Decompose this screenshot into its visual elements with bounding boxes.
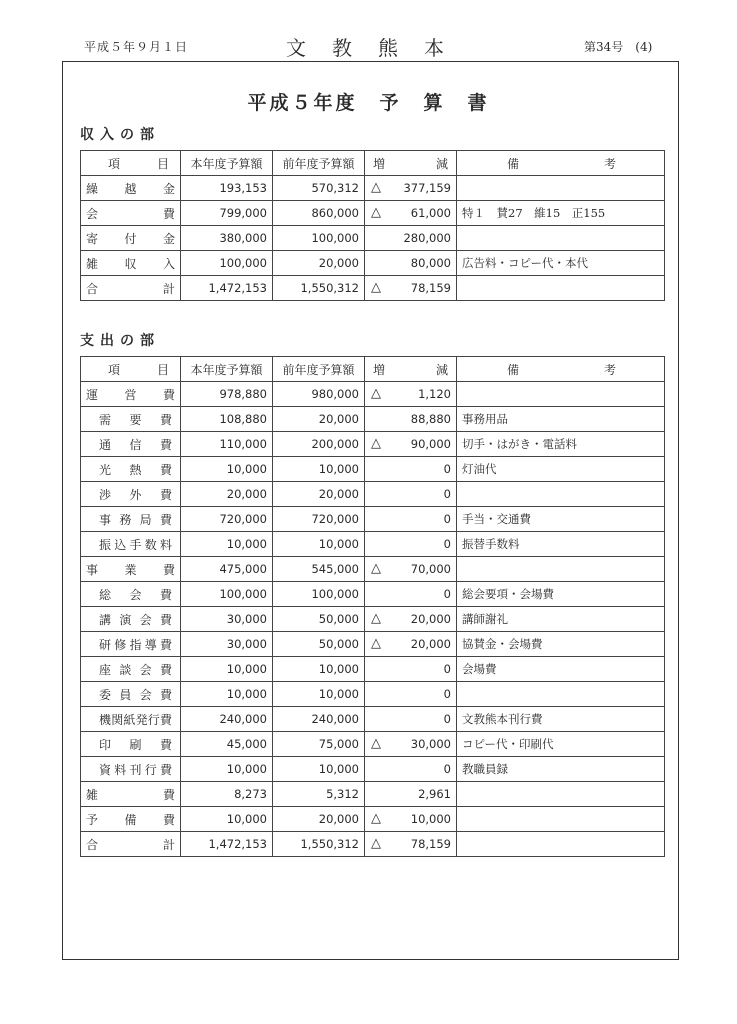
table-row	[81, 832, 665, 857]
difference-value: 1,120	[418, 387, 451, 401]
item-label: 予 備 費	[86, 812, 175, 827]
budget-item	[81, 557, 181, 582]
item-label: 研 修 指 導 費	[99, 637, 172, 652]
table-row	[81, 507, 665, 532]
item-label: 事 務 局 費	[99, 512, 172, 527]
budget-item	[81, 201, 181, 226]
budget-note	[457, 557, 665, 582]
column-header-note	[457, 357, 665, 382]
difference-value: 20,000	[410, 612, 451, 626]
budget-note: 振替手数料	[457, 532, 665, 557]
income-section-label: 収入の部	[80, 127, 160, 143]
item-label: 合 計	[86, 281, 175, 296]
table-row	[81, 176, 665, 201]
previous-budget: 50,000	[273, 607, 365, 632]
difference-value: 0	[443, 487, 451, 501]
budget-note: 協賛金・会場費	[457, 632, 665, 657]
current-budget: 1,472,153	[181, 276, 273, 301]
page-header	[0, 34, 737, 58]
previous-budget: 100,000	[273, 226, 365, 251]
difference-value: 30,000	[410, 737, 451, 751]
budget-note: 事務用品	[457, 407, 665, 432]
budget-note	[457, 226, 665, 251]
table-row	[81, 657, 665, 682]
table-row	[81, 582, 665, 607]
previous-budget: 200,000	[273, 432, 365, 457]
item-label: 項 目	[108, 362, 169, 377]
item-label: 需 要 費	[99, 412, 172, 427]
column-header-previous: 前年度予算額	[273, 151, 365, 176]
current-budget: 100,000	[181, 582, 273, 607]
column-header-current: 本年度予算額	[181, 151, 273, 176]
budget-note	[457, 782, 665, 807]
budget-note: 会場費	[457, 657, 665, 682]
budget-difference	[365, 807, 457, 832]
item-label: 光 熱 費	[99, 462, 172, 477]
difference-value: 88,880	[410, 412, 451, 426]
previous-budget: 10,000	[273, 457, 365, 482]
column-header-current: 本年度予算額	[181, 357, 273, 382]
expense-table	[80, 356, 665, 857]
table-row	[81, 407, 665, 432]
item-label: 機 関 紙 発 行 費	[99, 712, 172, 727]
previous-budget: 100,000	[273, 582, 365, 607]
column-header-increase: 増	[373, 157, 386, 171]
column-header-increase: 増	[373, 363, 386, 377]
previous-budget: 20,000	[273, 407, 365, 432]
decrease-triangle-icon: △	[371, 436, 381, 451]
decrease-triangle-icon: △	[371, 836, 381, 851]
table-row	[81, 782, 665, 807]
budget-note: 広告料・コピー代・本代	[457, 251, 665, 276]
table-row	[81, 732, 665, 757]
table-row	[81, 557, 665, 582]
table-row	[81, 276, 665, 301]
column-header-diff	[365, 357, 457, 382]
current-budget: 10,000	[181, 532, 273, 557]
budget-difference	[365, 176, 457, 201]
difference-value: 20,000	[410, 637, 451, 651]
difference-value: 0	[443, 662, 451, 676]
budget-note: 文教熊本刊行費	[457, 707, 665, 732]
budget-item	[81, 832, 181, 857]
budget-item	[81, 582, 181, 607]
previous-budget: 980,000	[273, 382, 365, 407]
table-row	[81, 382, 665, 407]
item-label: 繰 越 金	[86, 181, 175, 196]
previous-budget: 5,312	[273, 782, 365, 807]
budget-difference	[365, 251, 457, 276]
previous-budget: 545,000	[273, 557, 365, 582]
current-budget: 240,000	[181, 707, 273, 732]
previous-budget: 720,000	[273, 507, 365, 532]
budget-item	[81, 657, 181, 682]
budget-difference	[365, 707, 457, 732]
budget-difference	[365, 201, 457, 226]
item-label: 印 刷 費	[99, 737, 172, 752]
item-label: 寄 付 金	[86, 231, 175, 246]
difference-value: 78,159	[410, 281, 451, 295]
column-header-note	[457, 151, 665, 176]
budget-note: 教職員録	[457, 757, 665, 782]
table-row	[81, 682, 665, 707]
item-label: 会 費	[86, 206, 175, 221]
table-row	[81, 432, 665, 457]
issue-date: 平成５年９月１日	[84, 40, 189, 54]
previous-budget: 75,000	[273, 732, 365, 757]
column-header-previous: 前年度予算額	[273, 357, 365, 382]
current-budget: 1,472,153	[181, 832, 273, 857]
budget-difference	[365, 732, 457, 757]
table-row	[81, 757, 665, 782]
budget-difference	[365, 832, 457, 857]
previous-budget: 10,000	[273, 657, 365, 682]
table-row	[81, 607, 665, 632]
budget-difference	[365, 782, 457, 807]
expense-section-label: 支出の部	[80, 333, 160, 349]
decrease-triangle-icon: △	[371, 736, 381, 751]
budget-note	[457, 682, 665, 707]
budget-difference	[365, 382, 457, 407]
budget-difference	[365, 507, 457, 532]
issue-number: 第34号 (4)	[584, 40, 653, 54]
budget-note	[457, 807, 665, 832]
budget-item	[81, 276, 181, 301]
income-table	[80, 150, 665, 301]
item-label: 振 込 手 数 料	[99, 537, 172, 552]
difference-value: 0	[443, 762, 451, 776]
budget-item	[81, 732, 181, 757]
difference-value: 0	[443, 712, 451, 726]
current-budget: 10,000	[181, 757, 273, 782]
table-header-row	[81, 357, 665, 382]
budget-note: 総会要項・会場費	[457, 582, 665, 607]
budget-item	[81, 507, 181, 532]
budget-note: 特１ 賛27 維15 正155	[457, 201, 665, 226]
item-label: 渉 外 費	[99, 487, 172, 502]
table-row	[81, 532, 665, 557]
budget-note	[457, 832, 665, 857]
decrease-triangle-icon: △	[371, 180, 381, 195]
difference-value: 377,159	[403, 181, 451, 195]
decrease-triangle-icon: △	[371, 205, 381, 220]
column-header-item	[81, 151, 181, 176]
budget-item	[81, 457, 181, 482]
previous-budget: 50,000	[273, 632, 365, 657]
budget-note	[457, 482, 665, 507]
item-label: 運 営 費	[86, 387, 175, 402]
previous-budget: 570,312	[273, 176, 365, 201]
current-budget: 380,000	[181, 226, 273, 251]
table-row	[81, 201, 665, 226]
budget-difference	[365, 632, 457, 657]
previous-budget: 10,000	[273, 532, 365, 557]
budget-difference	[365, 532, 457, 557]
item-label: 項 目	[108, 156, 169, 171]
current-budget: 978,880	[181, 382, 273, 407]
difference-value: 0	[443, 687, 451, 701]
table-row	[81, 251, 665, 276]
decrease-triangle-icon: △	[371, 280, 381, 295]
budget-difference	[365, 276, 457, 301]
current-budget: 30,000	[181, 632, 273, 657]
budget-item	[81, 682, 181, 707]
difference-value: 90,000	[410, 437, 451, 451]
budget-difference	[365, 457, 457, 482]
previous-budget: 240,000	[273, 707, 365, 732]
budget-item	[81, 382, 181, 407]
current-budget: 100,000	[181, 251, 273, 276]
current-budget: 110,000	[181, 432, 273, 457]
budget-item	[81, 707, 181, 732]
decrease-triangle-icon: △	[371, 561, 381, 576]
newspaper-title: 文教熊本	[286, 36, 470, 60]
item-label: 資 料 刊 行 費	[99, 762, 172, 777]
budget-note	[457, 176, 665, 201]
budget-note: 切手・はがき・電話料	[457, 432, 665, 457]
item-label: 合 計	[86, 837, 175, 852]
budget-note: コピー代・印刷代	[457, 732, 665, 757]
column-header-note-right: 考	[603, 157, 616, 171]
budget-note	[457, 382, 665, 407]
difference-value: 10,000	[410, 812, 451, 826]
difference-value: 70,000	[410, 562, 451, 576]
previous-budget: 1,550,312	[273, 832, 365, 857]
budget-difference	[365, 657, 457, 682]
current-budget: 8,273	[181, 782, 273, 807]
budget-item	[81, 807, 181, 832]
previous-budget: 10,000	[273, 757, 365, 782]
budget-item	[81, 782, 181, 807]
budget-difference	[365, 757, 457, 782]
budget-difference	[365, 582, 457, 607]
table-row	[81, 457, 665, 482]
difference-value: 280,000	[403, 231, 451, 245]
table-row	[81, 707, 665, 732]
column-header-decrease: 減	[435, 363, 448, 377]
decrease-triangle-icon: △	[371, 811, 381, 826]
difference-value: 2,961	[418, 787, 451, 801]
budget-item	[81, 176, 181, 201]
budget-item	[81, 632, 181, 657]
budget-difference	[365, 432, 457, 457]
column-header-note-right: 考	[603, 363, 616, 377]
previous-budget: 10,000	[273, 682, 365, 707]
budget-difference	[365, 407, 457, 432]
decrease-triangle-icon: △	[371, 636, 381, 651]
difference-value: 0	[443, 512, 451, 526]
item-label: 講 演 会 費	[99, 612, 172, 627]
budget-difference	[365, 226, 457, 251]
difference-value: 0	[443, 462, 451, 476]
column-header-note-left: 備	[507, 157, 520, 171]
item-label: 委 員 会 費	[99, 687, 172, 702]
budget-item	[81, 407, 181, 432]
current-budget: 45,000	[181, 732, 273, 757]
current-budget: 475,000	[181, 557, 273, 582]
current-budget: 10,000	[181, 807, 273, 832]
budget-item	[81, 251, 181, 276]
current-budget: 10,000	[181, 457, 273, 482]
table-row	[81, 632, 665, 657]
table-row	[81, 807, 665, 832]
item-label: 雑 費	[86, 787, 175, 802]
column-header-diff	[365, 151, 457, 176]
previous-budget: 1,550,312	[273, 276, 365, 301]
column-header-decrease: 減	[435, 157, 448, 171]
current-budget: 720,000	[181, 507, 273, 532]
table-header-row	[81, 151, 665, 176]
current-budget: 10,000	[181, 682, 273, 707]
previous-budget: 20,000	[273, 482, 365, 507]
decrease-triangle-icon: △	[371, 611, 381, 626]
previous-budget: 20,000	[273, 251, 365, 276]
budget-difference	[365, 557, 457, 582]
item-label: 座 談 会 費	[99, 662, 172, 677]
budget-item	[81, 226, 181, 251]
difference-value: 80,000	[410, 256, 451, 270]
current-budget: 20,000	[181, 482, 273, 507]
item-label: 雑 収 入	[86, 256, 175, 271]
item-label: 総 会 費	[99, 587, 172, 602]
budget-item	[81, 607, 181, 632]
previous-budget: 860,000	[273, 201, 365, 226]
budget-note: 灯油代	[457, 457, 665, 482]
item-label: 通 信 費	[99, 437, 172, 452]
budget-note	[457, 276, 665, 301]
column-header-note-left: 備	[507, 363, 520, 377]
current-budget: 108,880	[181, 407, 273, 432]
budget-difference	[365, 607, 457, 632]
budget-item	[81, 757, 181, 782]
decrease-triangle-icon: △	[371, 386, 381, 401]
budget-item	[81, 532, 181, 557]
table-row	[81, 226, 665, 251]
current-budget: 193,153	[181, 176, 273, 201]
difference-value: 0	[443, 587, 451, 601]
previous-budget: 20,000	[273, 807, 365, 832]
budget-difference	[365, 482, 457, 507]
budget-note: 講師謝礼	[457, 607, 665, 632]
budget-difference	[365, 682, 457, 707]
item-label: 事 業 費	[86, 562, 175, 577]
current-budget: 799,000	[181, 201, 273, 226]
budget-item	[81, 482, 181, 507]
difference-value: 78,159	[410, 837, 451, 851]
current-budget: 30,000	[181, 607, 273, 632]
budget-note: 手当・交通費	[457, 507, 665, 532]
difference-value: 0	[443, 537, 451, 551]
budget-item	[81, 432, 181, 457]
difference-value: 61,000	[410, 206, 451, 220]
document-title: 平成５年度 予 算 書	[247, 92, 490, 114]
current-budget: 10,000	[181, 657, 273, 682]
column-header-item	[81, 357, 181, 382]
table-row	[81, 482, 665, 507]
